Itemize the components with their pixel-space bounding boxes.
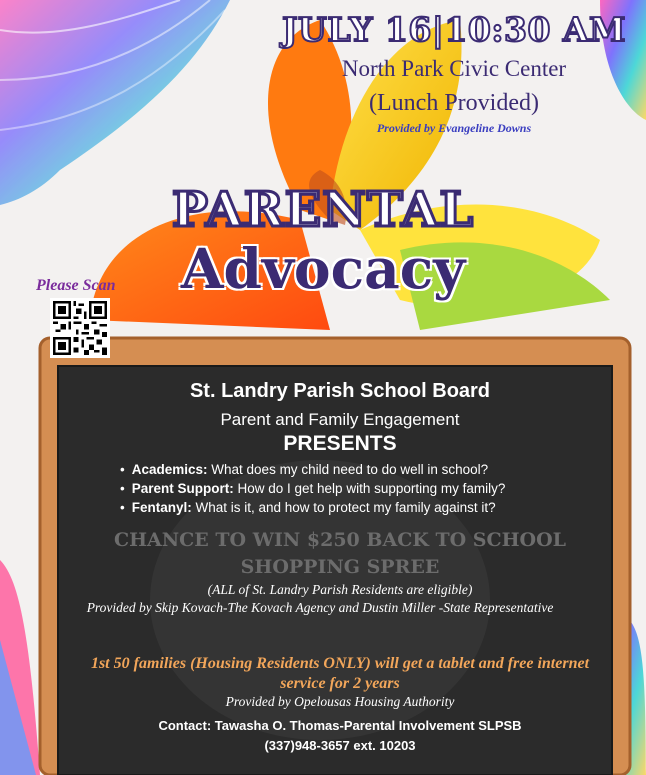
topic-text: What does my child need to do well in school? [207,462,489,477]
qr-code[interactable] [50,298,110,358]
spree-sponsor: Provided by Skip Kovach-The Kovach Agency and Dustin Miller -State Representative [86,600,554,615]
program-name: Parent and Family Engagement [220,410,460,429]
qr-code-icon [53,301,107,355]
event-venue: North Park Civic Center [341,56,567,81]
list-item [132,498,612,517]
tablet-offer: 1st 50 families (Housing Residents ONLY) will get a tablet and free internet service for 2 years [90,655,590,692]
contact-phone[interactable]: (337)948-3657 ext. 10203 [264,738,416,753]
contact-line: Contact: Tawasha O. Thomas-Parental Involvement SLPSB [158,718,522,733]
organizer-name: St. Landry Parish School Board [189,380,491,402]
event-date: JULY 16|10:30 AM [281,10,627,49]
topic-label: Academics: [131,462,208,477]
topic-text: How do I get help with supporting my family? [233,481,506,496]
topic-label: Parent Support: [131,481,234,496]
topic-label: Fentanyl: [131,500,192,515]
shopping-spree-offer: CHANCE TO WIN $250 BACK TO SCHOOL SHOPPING SPREE [113,529,567,578]
lunch-sponsor: Provided by Evangeline Downs [376,121,532,135]
topic-text: What is it, and how to protect my family against it? [191,500,496,515]
topics-list [132,460,612,517]
lunch-note: (Lunch Provided) [369,90,539,116]
title-advocacy: Advocacy [180,236,466,301]
presents-heading: PRESENTS [283,432,397,455]
list-item [132,479,612,498]
tablet-sponsor: Provided by Opelousas Housing Authority [225,694,455,709]
please-scan-label: Please Scan [36,277,116,294]
eligibility-note: (ALL of St. Landry Parish Residents are eligible) [207,582,473,597]
title-parental: PARENTAL [171,182,475,238]
list-item [132,460,612,479]
